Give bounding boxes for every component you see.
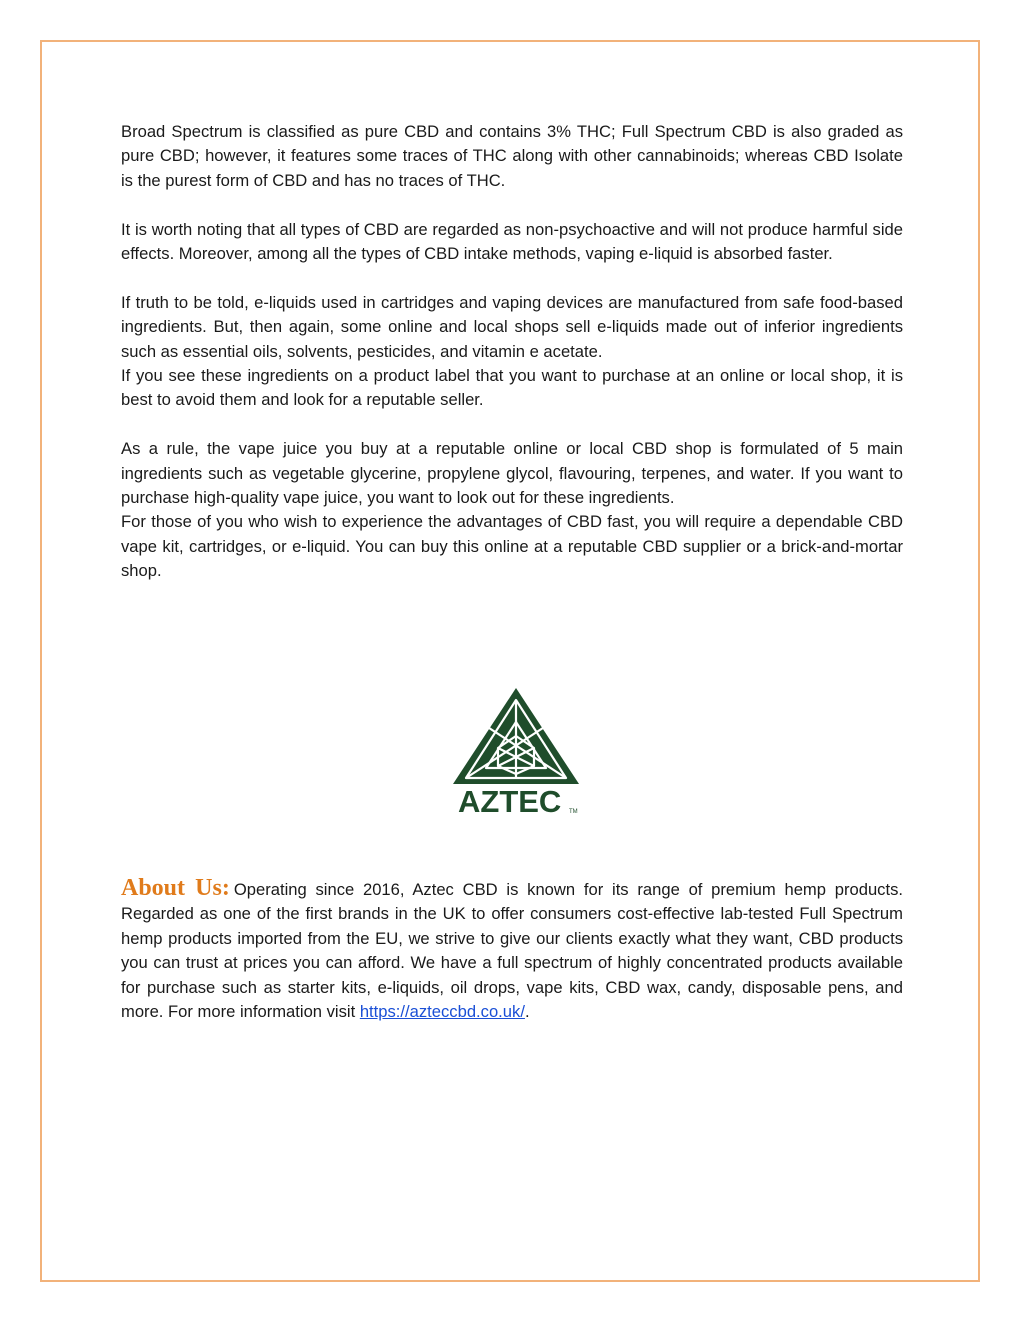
about-us-heading: About Us: <box>121 875 230 901</box>
about-paragraph <box>121 876 903 1024</box>
paragraph-non-psychoactive: It is worth noting that all types of CBD are regarded as non-psychoactive and will not produce harmful side effects. Moreover, among all the types of CBD intake methods, vaping e-liquid is absorbed faster. <box>121 219 903 264</box>
logo-trademark: TM <box>569 809 578 815</box>
paragraph-avoid-ingredients: If you see these ingredients on a product label that you want to purchase at an online or local shop, it is best to avoid them and look for a reputable seller. <box>121 366 903 410</box>
document-body <box>121 120 903 584</box>
paragraph-vape-juice: As a rule, the vape juice you buy at a reputable online or local CBD shop is formulated of 5 main ingredients such as vegetable glycerine, propylene glycol, flavouring, terpenes, and water. If you want to purchase high-quality vape juice, you want to look out for these ingredients. <box>121 439 903 508</box>
website-link[interactable]: https://azteccbd.co.uk/ <box>359 1002 525 1022</box>
logo-wordmark: AZTEC <box>458 784 562 818</box>
about-us-section <box>121 876 903 1024</box>
paragraph-ingredients-safety: If truth to be told, e-liquids used in cartridges and vaping devices are manufactured from safe food-based ingredients. But, then again, some online and local shops sell e-liquids made out of inferior ingredients such as essential oils, solvents, pesticides, and vitamin e acetate. <box>121 292 903 361</box>
aztec-triangle-logo-icon <box>448 686 584 818</box>
paragraph-cbd-types: Broad Spectrum is classified as pure CBD and contains 3% THC; Full Spectrum CBD is also graded as pure CBD; however, it features some traces of THC along with other cannabinoids; whereas CBD Isolate is the purest form of CBD and has no traces of THC. <box>121 122 903 190</box>
aztec-logo <box>448 686 584 818</box>
paragraph-buy-online: For those of you who wish to experience the advantages of CBD fast, you will require a dependable CBD vape kit, cartridges, or e-liquid. You can buy this online at a reputable CBD supplier or a brick-and-mortar shop. <box>121 512 903 581</box>
about-body: Operating since 2016, Aztec CBD is known for its range of premium hemp products. Regarded as one of the first brands in the UK to offer consumers cost-effective lab-tested Full Spectrum hemp products imported from the EU, we strive to give our clients exactly what they want, CBD products you can trust at prices you can afford. We have a full spectrum of highly concentrated products available for purchase such as starter kits, e-liquids, oil drops, vape kits, CBD wax, candy, disposable pens, and more. For more information visit <box>121 880 904 1022</box>
about-end: . <box>524 1002 530 1022</box>
